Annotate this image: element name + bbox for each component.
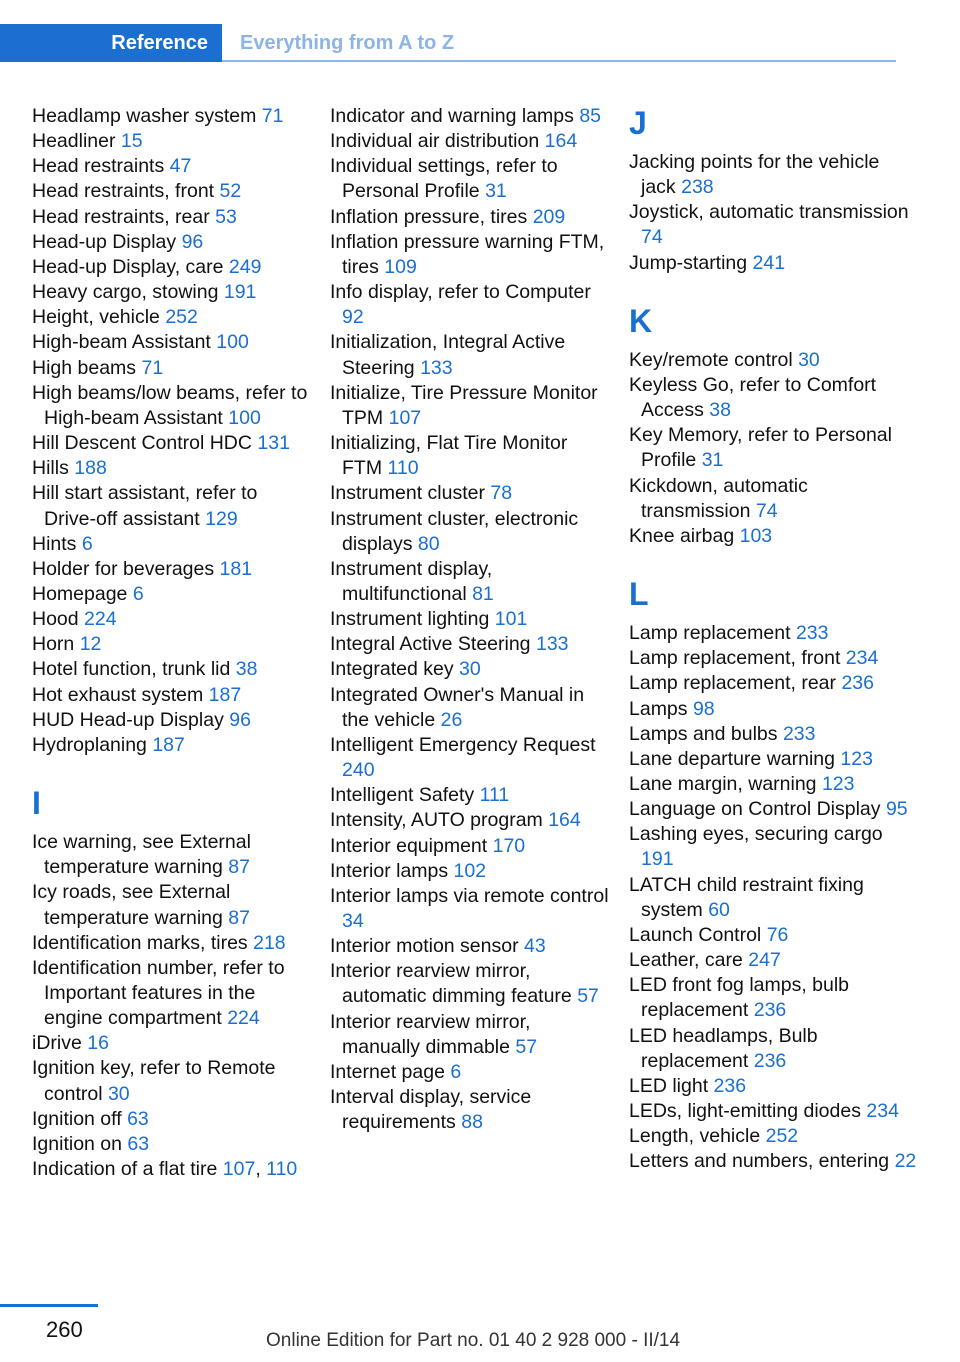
- page-link[interactable]: 188: [74, 457, 107, 480]
- index-entry: [330, 934, 610, 959]
- page-link[interactable]: 236: [713, 1074, 747, 1097]
- index-term: Info display, refer to Computer: [330, 281, 591, 304]
- index-term: Heavy cargo, stowing: [32, 281, 219, 304]
- page-link[interactable]: 110: [266, 1158, 298, 1181]
- page-link[interactable]: 81: [472, 582, 494, 605]
- page-link[interactable]: 87: [228, 856, 250, 879]
- index-term: Head restraints, rear: [32, 205, 210, 228]
- page-link[interactable]: 74: [641, 226, 663, 249]
- index-entry: [330, 330, 610, 380]
- index-entry: [629, 747, 919, 772]
- index-column-2: [330, 104, 610, 1135]
- index-term: Lane margin, warning: [629, 772, 817, 795]
- index-entry: [629, 348, 919, 373]
- page-link[interactable]: 252: [765, 1125, 799, 1148]
- page-link[interactable]: 96: [229, 708, 251, 731]
- index-term: Length, vehicle: [629, 1125, 761, 1148]
- index-entry: [330, 557, 610, 607]
- index-entry: [32, 632, 310, 657]
- index-term: Lamp replacement, front: [629, 647, 841, 670]
- index-entry: [629, 1074, 919, 1099]
- index-term: Ignition off: [32, 1107, 122, 1130]
- index-entry: [330, 683, 610, 733]
- index-term: Identification number, refer to Important features in the engine compartment: [32, 956, 285, 1030]
- index-term: Height, vehicle: [32, 306, 160, 329]
- index-entry: [629, 722, 919, 747]
- page-link[interactable]: 38: [709, 399, 731, 422]
- page-link[interactable]: 71: [261, 105, 284, 127]
- page-link[interactable]: 240: [342, 759, 375, 782]
- page-header: [0, 24, 896, 62]
- index-term: Lashing eyes, securing cargo: [629, 823, 883, 846]
- page-link[interactable]: 187: [208, 683, 242, 706]
- index-entry: [330, 1010, 610, 1060]
- index-term: Key Memory, refer to Personal Profile: [629, 424, 892, 472]
- index-entry: [330, 280, 610, 330]
- page-link[interactable]: 26: [440, 708, 463, 731]
- page-link[interactable]: 12: [79, 633, 102, 656]
- index-entry: [330, 783, 610, 808]
- index-entry: [330, 154, 610, 204]
- index-entry: [32, 1132, 310, 1157]
- page-link[interactable]: 218: [253, 931, 286, 954]
- index-term: Hill Descent Control HDC: [32, 432, 252, 455]
- index-term: Interior lamps via remote control: [330, 884, 609, 907]
- index-entry: [32, 956, 310, 1031]
- page-link[interactable]: 100: [216, 331, 249, 354]
- page-link[interactable]: 236: [753, 1049, 787, 1072]
- index-entry: [330, 129, 610, 154]
- index-term: Letters and numbers, entering: [629, 1150, 890, 1173]
- page-link[interactable]: 123: [821, 772, 855, 795]
- page-link[interactable]: 249: [228, 255, 262, 278]
- index-entry: [32, 557, 310, 582]
- page-link[interactable]: 101: [494, 608, 528, 631]
- index-term: LED front fog lamps, bulb replacement: [629, 974, 850, 1022]
- index-entry: [330, 607, 610, 632]
- page-link[interactable]: 224: [227, 1007, 260, 1030]
- index-entry: [629, 150, 919, 200]
- index-letter-heading: J: [629, 105, 647, 141]
- page-link[interactable]: 123: [840, 747, 873, 770]
- page-link[interactable]: 6: [81, 532, 93, 555]
- index-entry: [330, 632, 610, 657]
- index-entry: [32, 330, 310, 355]
- page-link[interactable]: 95: [885, 798, 908, 821]
- index-entry: [330, 884, 610, 934]
- page-link[interactable]: 131: [257, 432, 290, 455]
- index-entry: [330, 481, 610, 506]
- index-term: Lamps and bulbs: [629, 722, 778, 745]
- page-link[interactable]: 92: [342, 306, 364, 329]
- index-entry: [32, 356, 310, 381]
- index-entry: [629, 973, 919, 1023]
- page-link[interactable]: 74: [755, 499, 778, 522]
- page-link[interactable]: 78: [490, 482, 513, 505]
- index-entry: [32, 179, 310, 204]
- index-entry: [32, 255, 310, 280]
- index-term: Individual air distribution: [330, 130, 540, 153]
- page-link[interactable]: 30: [459, 658, 481, 681]
- index-term: Horn: [32, 633, 75, 656]
- index-entry: [629, 671, 919, 696]
- index-term: Initializing, Flat Tire Monitor FTM: [330, 432, 568, 480]
- index-term: Joystick, automatic transmission: [629, 201, 909, 224]
- page-link[interactable]: 6: [450, 1060, 462, 1083]
- index-term: Indicator and warning lamps: [330, 105, 574, 127]
- index-term: Lamp replacement, rear: [629, 672, 837, 695]
- index-entry: [32, 431, 310, 456]
- index-term: Holder for beverages: [32, 557, 215, 580]
- index-entry: [32, 1031, 310, 1056]
- index-entry: [330, 507, 610, 557]
- page-link[interactable]: 16: [87, 1032, 109, 1055]
- index-entry: [32, 607, 310, 632]
- footer-rule: [0, 1304, 98, 1307]
- index-term: Inflation pressure warning FTM, tires: [330, 230, 605, 278]
- index-term: Language on Control Display: [629, 798, 881, 821]
- index-entry: [32, 481, 310, 531]
- index-entry: [330, 205, 610, 230]
- index-entry: [330, 381, 610, 431]
- page-link[interactable]: 53: [215, 205, 237, 228]
- index-entry: [629, 251, 919, 276]
- page-link[interactable]: 47: [169, 155, 192, 178]
- header-rule: [222, 60, 896, 62]
- index-column-1: [32, 104, 310, 1182]
- page-link[interactable]: 233: [782, 722, 816, 745]
- index-entry: [32, 154, 310, 179]
- index-term: Hot exhaust system: [32, 683, 204, 706]
- page-link[interactable]: 111: [479, 784, 510, 807]
- page-link[interactable]: 133: [420, 356, 453, 379]
- page-link[interactable]: 181: [219, 557, 253, 580]
- index-entry: [629, 1099, 919, 1124]
- index-entry: [629, 200, 919, 250]
- index-entry: [629, 797, 919, 822]
- index-term: Hill start assistant, refer to Drive-off assistant: [32, 482, 258, 530]
- index-entry: [32, 931, 310, 956]
- index-term: Lamp replacement: [629, 622, 791, 645]
- page-link[interactable]: 43: [524, 935, 546, 958]
- index-term: High-beam Assistant: [32, 331, 211, 354]
- page-link[interactable]: 96: [181, 230, 204, 253]
- index-entry: [32, 280, 310, 305]
- page-link[interactable]: 38: [235, 658, 258, 681]
- index-term: Interior lamps: [330, 859, 449, 882]
- page-link[interactable]: 100: [228, 406, 261, 429]
- index-entry: [32, 381, 310, 431]
- index-term: Ignition on: [32, 1132, 122, 1155]
- index-entry: [629, 621, 919, 646]
- index-entry: [330, 1085, 610, 1135]
- index-term: LED headlamps, Bulb replacement: [629, 1024, 818, 1072]
- page-link[interactable]: 241: [752, 251, 786, 274]
- index-term: Interior equipment: [330, 834, 488, 857]
- index-term: Ice warning, see External temperature warning: [32, 831, 251, 879]
- index-entry: [32, 1056, 310, 1106]
- index-term: Instrument display, multifunctional: [330, 557, 493, 605]
- page-link[interactable]: 247: [748, 949, 781, 972]
- index-term: LEDs, light-emitting diodes: [629, 1100, 861, 1122]
- index-term: Integral Active Steering: [330, 633, 531, 656]
- index-term: Head-up Display: [32, 230, 177, 253]
- page-link[interactable]: 87: [228, 906, 250, 929]
- index-entry: [32, 456, 310, 481]
- index-entry: [32, 683, 310, 708]
- page-link[interactable]: 109: [384, 255, 417, 278]
- index-term: Head restraints: [32, 155, 165, 178]
- page-link[interactable]: 63: [127, 1107, 149, 1130]
- page-link[interactable]: 22: [894, 1150, 917, 1173]
- index-term: Hydroplaning: [32, 733, 147, 756]
- index-entry: [330, 431, 610, 481]
- index-entry: [629, 697, 919, 722]
- index-entry: [32, 230, 310, 255]
- index-term: Key/remote control: [629, 348, 793, 371]
- index-entry: [330, 104, 610, 129]
- page-link[interactable]: 60: [708, 898, 730, 921]
- index-entry: [330, 859, 610, 884]
- index-term: Integrated key: [330, 658, 454, 681]
- index-entry: [629, 1124, 919, 1149]
- index-entry: [32, 129, 310, 154]
- index-term: Inflation pressure, tires: [330, 205, 528, 228]
- index-entry: [32, 708, 310, 733]
- index-letter-heading: L: [629, 576, 649, 613]
- index-term: Integrated Owner's Manual in the vehicle: [330, 683, 585, 731]
- index-entry: [629, 923, 919, 948]
- page-link[interactable]: 76: [766, 923, 789, 946]
- index-term: Jacking points for the vehicle jack: [629, 151, 880, 199]
- index-entry: [330, 657, 610, 682]
- letter-spacer: [629, 276, 919, 302]
- index-entry: [330, 834, 610, 859]
- index-entry: [32, 657, 310, 682]
- index-entry: [330, 733, 610, 783]
- index-term: Individual settings, refer to Personal Profile: [330, 155, 558, 203]
- index-entry: [330, 808, 610, 833]
- index-term: Icy roads, see External temperature warning: [32, 881, 231, 929]
- index-entry: [32, 830, 310, 880]
- index-term: Leather, care: [629, 949, 743, 972]
- index-entry: [629, 1024, 919, 1074]
- index-term: LATCH child restraint fixing system: [629, 873, 864, 921]
- index-term: LED light: [629, 1074, 709, 1097]
- index-term: Indication of a flat tire: [32, 1158, 218, 1181]
- page-link[interactable]: 30: [798, 348, 820, 371]
- page-link[interactable]: 164: [548, 809, 581, 832]
- index-entry: [629, 772, 919, 797]
- index-entry: [629, 373, 919, 423]
- index-entry: [32, 582, 310, 607]
- page-link[interactable]: 234: [845, 647, 879, 670]
- section-tab: Reference: [0, 24, 222, 62]
- index-entry: [330, 959, 610, 1009]
- index-term: Hints: [32, 532, 77, 555]
- page-link[interactable]: 34: [342, 910, 364, 932]
- index-entry: [629, 948, 919, 973]
- page-link[interactable]: 71: [141, 356, 164, 379]
- page-link[interactable]: 57: [515, 1035, 538, 1058]
- index-term: Head restraints, front: [32, 180, 215, 203]
- index-term: Knee airbag: [629, 524, 735, 547]
- index-entry: [330, 1060, 610, 1085]
- page-link[interactable]: 102: [453, 859, 487, 882]
- page-link[interactable]: 191: [223, 281, 257, 304]
- index-term: High beams: [32, 356, 137, 379]
- page-number: 260: [46, 1317, 83, 1342]
- page-link[interactable]: 52: [219, 180, 242, 203]
- index-term: Lamps: [629, 697, 688, 720]
- index-term: Instrument cluster: [330, 482, 485, 505]
- index-term: Interior rearview mirror, manually dimmable: [330, 1010, 531, 1058]
- index-entry: [629, 1149, 919, 1174]
- page-link[interactable]: 15: [120, 130, 143, 153]
- index-entry: [629, 646, 919, 671]
- page-link[interactable]: 103: [739, 524, 773, 547]
- index-letter-heading: I: [32, 785, 41, 822]
- index-term: Initialization, Integral Active Steering: [330, 331, 566, 379]
- page-link[interactable]: 107: [222, 1158, 256, 1181]
- page-link[interactable]: 80: [417, 532, 440, 555]
- index-term: Headlamp washer system: [32, 105, 257, 127]
- index-term: Jump-starting: [629, 251, 748, 274]
- page-link[interactable]: 63: [127, 1132, 150, 1155]
- index-term: Interior rearview mirror, automatic dimming feature: [330, 960, 572, 1008]
- index-term: Initialize, Tire Pressure Monitor TPM: [330, 381, 598, 429]
- page-link[interactable]: 187: [152, 733, 185, 756]
- page-link[interactable]: 191: [641, 848, 674, 871]
- page-link[interactable]: 238: [681, 176, 714, 199]
- index-term: Identification marks, tires: [32, 931, 248, 954]
- page-link[interactable]: 107: [388, 406, 422, 429]
- index-term: Keyless Go, refer to Comfort Access: [629, 373, 877, 422]
- page-link[interactable]: 110: [387, 457, 419, 480]
- index-term: Head-up Display, care: [32, 255, 224, 278]
- index-entry: [32, 532, 310, 557]
- letter-spacer: [629, 549, 919, 575]
- index-term: High beams/low beams, refer to High-beam Assistant: [32, 381, 308, 429]
- index-term: Launch Control: [629, 923, 762, 946]
- page-link[interactable]: 6: [132, 582, 144, 605]
- page-link[interactable]: 31: [701, 449, 724, 472]
- index-term: Ignition key, refer to Remote control: [32, 1057, 276, 1105]
- index-entry: [629, 822, 919, 872]
- index-entry: [32, 1107, 310, 1132]
- page-link[interactable]: 234: [866, 1100, 899, 1122]
- index-term: Intelligent Emergency Request: [330, 733, 596, 756]
- index-entry: [32, 733, 310, 758]
- index-term: Hotel function, trunk lid: [32, 658, 231, 681]
- index-entry: [32, 880, 310, 930]
- index-entry: [629, 524, 919, 549]
- page-link[interactable]: 129: [205, 507, 238, 530]
- page-link[interactable]: 57: [577, 985, 599, 1008]
- index-entry: Indication of a flat tire 107, 110: [32, 1158, 298, 1181]
- subsection-title: Everything from A to Z: [240, 32, 455, 54]
- index-term: iDrive: [32, 1032, 82, 1055]
- index-term: Kickdown, automatic transmission: [629, 474, 808, 522]
- index-term: Lane departure warning: [629, 747, 835, 770]
- page-link[interactable]: 133: [535, 633, 569, 656]
- index-term: Internet page: [330, 1060, 445, 1083]
- page-link[interactable]: 170: [492, 834, 526, 857]
- index-term: Instrument lighting: [330, 608, 490, 631]
- index-column-3: [629, 104, 919, 1174]
- index-entry: [32, 104, 310, 129]
- index-term: Intensity, AUTO program: [330, 809, 543, 832]
- page-link[interactable]: 30: [107, 1082, 130, 1105]
- index-term: Intelligent Safety: [330, 784, 475, 807]
- index-term: Homepage: [32, 582, 128, 605]
- index-term: Interior motion sensor: [330, 935, 519, 958]
- index-letter-heading: K: [629, 302, 653, 339]
- edition-note: Online Edition for Part no. 01 40 2 928 000 - II/14: [266, 1330, 681, 1351]
- index-term: Instrument cluster, electronic displays: [330, 507, 579, 555]
- index-entry: [629, 474, 919, 524]
- index-term: Headliner: [32, 130, 116, 153]
- index-entry: [330, 230, 610, 280]
- page-link[interactable]: 233: [795, 622, 829, 645]
- index-term: Interval display, service requirements: [330, 1086, 532, 1134]
- page-link[interactable]: 236: [753, 999, 787, 1022]
- index-term: Hills: [32, 457, 69, 480]
- page-link[interactable]: 252: [165, 306, 198, 329]
- page-link[interactable]: 164: [544, 130, 578, 153]
- index-term: Hood: [32, 608, 79, 631]
- index-entry: [32, 305, 310, 330]
- page-link[interactable]: 224: [84, 608, 117, 631]
- page-link[interactable]: 236: [841, 672, 874, 695]
- page-link[interactable]: 98: [692, 697, 715, 720]
- page-link[interactable]: 85: [579, 105, 602, 127]
- index-entry: [32, 205, 310, 230]
- page-link[interactable]: 31: [485, 180, 507, 203]
- index-entry: [629, 873, 919, 923]
- index-entry: [629, 423, 919, 473]
- letter-spacer: [32, 758, 310, 784]
- page-link[interactable]: 88: [461, 1111, 483, 1134]
- index-term: HUD Head-up Display: [32, 708, 224, 731]
- page-link[interactable]: 209: [532, 205, 566, 228]
